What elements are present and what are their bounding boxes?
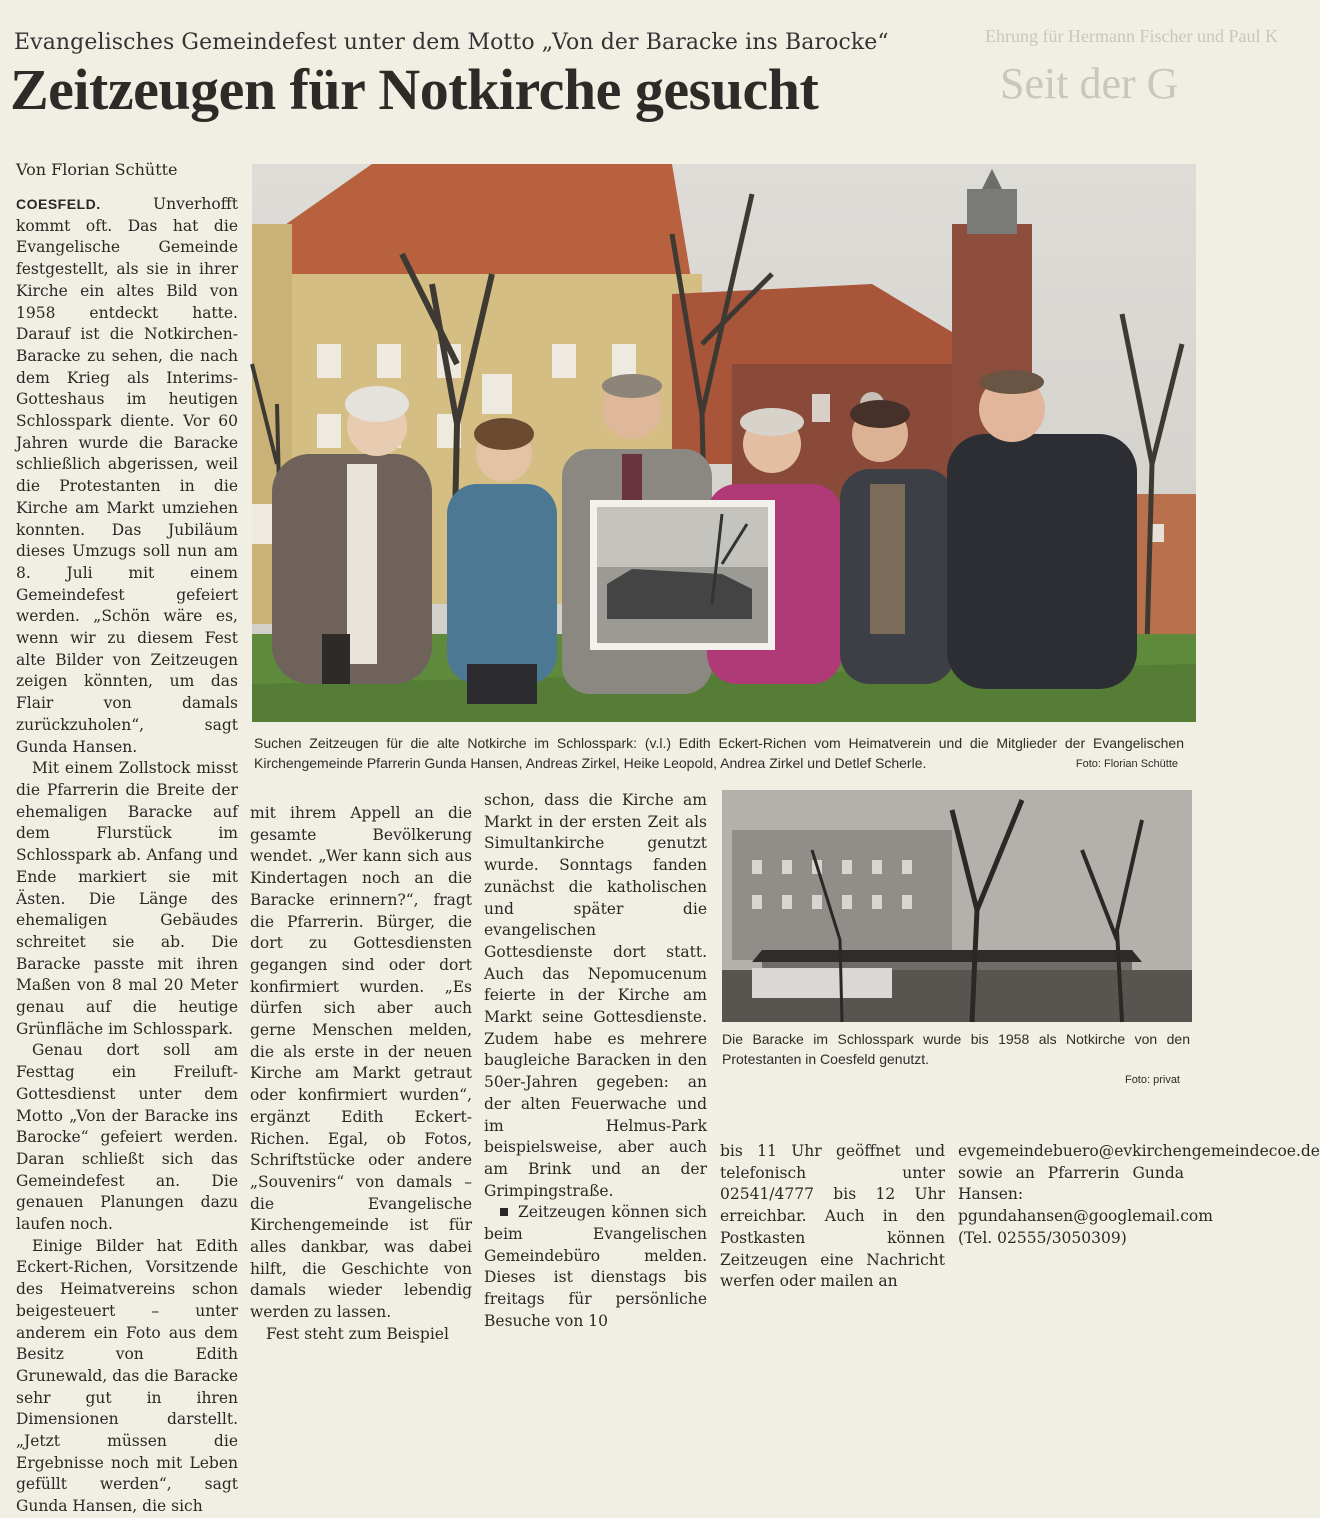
text-column-4 bbox=[720, 1141, 945, 1291]
main-photo bbox=[252, 164, 1196, 722]
held-old-photograph bbox=[590, 500, 775, 650]
info-text: Zeitzeugen können sich beim Evangelischen Gemeindebüro melden. Dieses ist dienstags bis freitags für persönliche Besuche von 10 bbox=[484, 1203, 707, 1330]
paragraph: Genau dort soll am Festtag ein Freiluft-Gottesdienst unter dem Motto „Von der Baracke ins Barocke“ gefeiert werden. Daran schließt sich das Gemeindefest an. Die genauen Planungen dazu laufen noch. bbox=[16, 1041, 238, 1234]
bullet-icon bbox=[500, 1208, 508, 1216]
info-paragraph bbox=[484, 1202, 707, 1332]
paragraph bbox=[16, 194, 238, 758]
paragraph-text: Unverhofft kommt oft. Das hat die Evangelische Gemeinde festgestellt, als sie in ihrer Kirche ein altes Bild von 1958 entdeckt hatte. Darauf ist die Notkirchen-Baracke zu sehen, die nach dem Krieg als Interims-Gotteshaus im heutigen Schlosspark diente. Vor 60 Jahren wurde die Baracke schließlich abgerissen, weil die Protestanten in die Kirche am Markt umziehen konnten. Das Jubiläum dieses Umzugs soll nun am 8. Juli mit einem Gemeindefest gefeiert werden. „Schön wäre es, wenn wir zu diesem Fest alte Bilder von Zeitzeugen zeigen könnten, um das Flair von damals zurückzuholen“, sagt Gunda Hansen. bbox=[16, 195, 238, 756]
text-column-1 bbox=[16, 194, 238, 1516]
paragraph: mit ihrem Appell an die gesamte Bevölkerung wendet. „Wer kann sich aus Kindertagen noch an die Baracke erinnern?“, fragt die Pfarrerin. Bürger, die dort zu Gottesdiensten gegangen sind oder dort konfirmiert wurden. „Es dürfen sich aber auch gerne Menschen melden, die als erste in der neuen Kirche am Markt getraut oder konfirmiert wurden“, ergänzt Edith Eckert-Richen. Egal, ob Fotos, Schriftstücke oder andere „Souvenirs“ von damals – die Evangelische Kirchengemeinde ist für alles dankbar, was dabei hilft, die Geschichte von damals wieder lebendig werden zu lassen. bbox=[250, 804, 472, 1322]
text-column-5 bbox=[958, 1141, 1320, 1247]
historic-photo-caption: Die Baracke im Schlosspark wurde bis 1958 als Notkirche von den Protestanten in Coesfeld genutzt. bbox=[722, 1031, 1190, 1067]
contact-paragraph: evgemeindebuero@evkirchengemeindecoe.de sowie an Pfarrerin Gunda Hansen: pgundahansen@googlemail.com (Tel. 02555/3050309) bbox=[958, 1142, 1320, 1247]
paragraph: schon, dass die Kirche am Markt in der ersten Zeit als Simultankirche genutzt wurde. Sonntags fanden zunächst die katholischen und später die evangelischen Gottesdienste dort statt. Auch das Nepomucenum feierte in der Kirche am Markt seine Gottesdienste. Zudem habe es mehrere baugleiche Baracken in den 50er-Jahren gegeben: an der alten Feuerwache und im Helmus-Park beispielsweise, aber auch am Brink und an der Grimpingstraße. bbox=[484, 791, 707, 1200]
paragraph: Einige Bilder hat Edith Eckert-Richen, Vorsitzende des Heimatvereins schon beigesteuert – unter anderem ein Foto aus dem Besitz von Edith Grunewald, das die Baracke sehr gut in ihren Dimensionen darstellt. „Jetzt müssen die Ergebnisse noch mit Leben gefüllt werden“, sagt Gunda Hansen, die sich bbox=[16, 1236, 238, 1516]
main-photo-caption: Suchen Zeitzeugen für die alte Notkirche im Schlosspark: (v.l.) Edith Eckert-Richen vom Heimatverein und die Mitglieder der Evangelischen Kirchengemeinde Pfarrerin Gunda Hansen, Andreas Zirkel, Heike Leopold, Andrea Zirkel und Detlef Scherle. bbox=[254, 735, 1184, 771]
text-column-3 bbox=[484, 790, 707, 1330]
dateline: COESFELD. bbox=[16, 196, 101, 212]
neighbor-kicker-fragment: Ehrung für Hermann Fischer und Paul K bbox=[985, 26, 1278, 46]
article-headline: Zeitzeugen für Notkirche gesucht bbox=[10, 57, 819, 122]
paragraph: bis 11 Uhr geöffnet und telefonisch unter 02541/4777 bis 12 Uhr erreichbar. Auch in den Postkasten können Zeitzeugen eine Nachricht werfen oder mailen an bbox=[720, 1142, 945, 1291]
text-column-2 bbox=[250, 803, 472, 1343]
article-kicker: Evangelisches Gemeindefest unter dem Motto „Von der Baracke ins Barocke“ bbox=[14, 30, 889, 55]
paragraph: Mit einem Zollstock misst die Pfarrerin die Breite der ehemaligen Baracke auf dem Flurstück im Schlosspark ab. Anfang und Ende markiert sie mit Ästen. Die Länge des ehemaligen Gebäudes schreitet sie ab. Die Baracke passte mit ihren Maßen von 8 mal 20 Meter genau auf die heutige Grünfläche im Schlosspark. bbox=[16, 759, 238, 1038]
historic-photo bbox=[722, 790, 1192, 1022]
byline: Von Florian Schütte bbox=[16, 160, 178, 179]
paragraph: Fest steht zum Beispiel bbox=[266, 1324, 449, 1343]
neighbor-headline-fragment: Seit der G bbox=[1000, 59, 1179, 108]
historic-photo-credit: Foto: privat bbox=[1124, 1074, 1180, 1086]
main-photo-credit: Foto: Florian Schütte bbox=[1075, 758, 1178, 770]
